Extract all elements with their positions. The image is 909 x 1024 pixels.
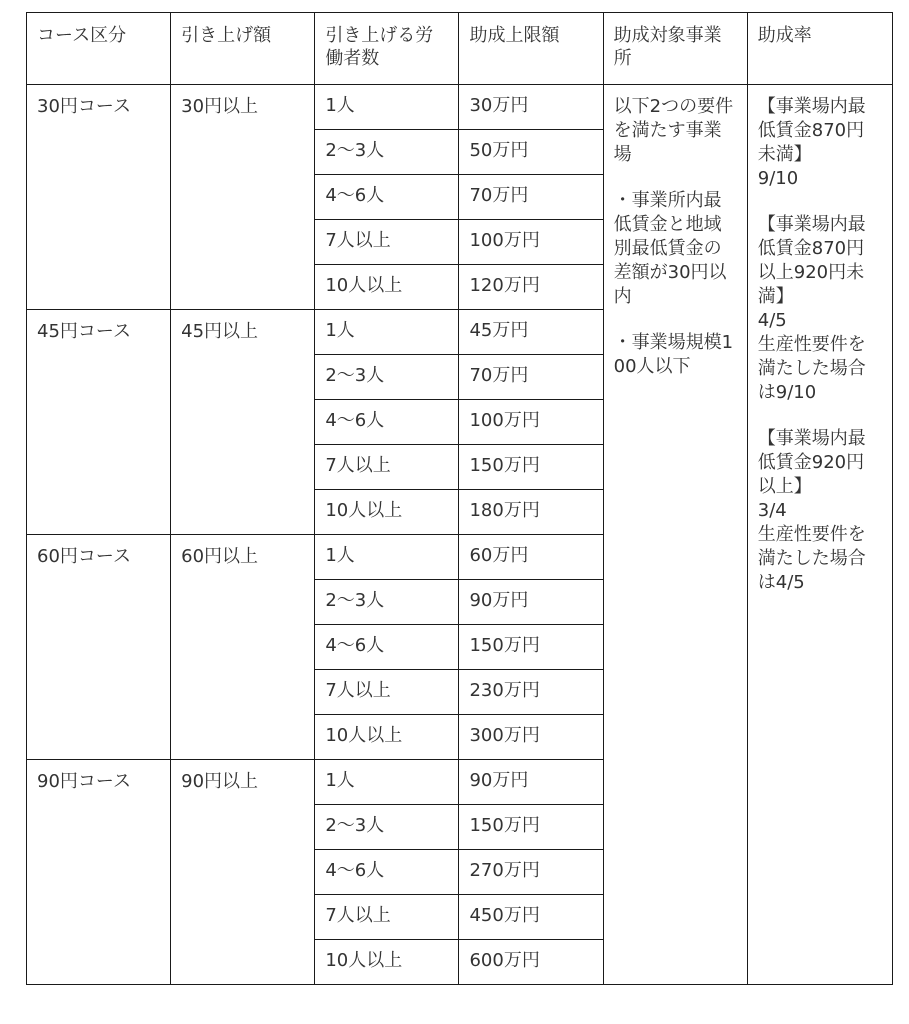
raise-amount: 45円以上	[171, 310, 315, 535]
course-name: 90円コース	[27, 760, 171, 985]
rate-bracket-2-value: 4/5	[757, 310, 787, 331]
header-target-business: 助成対象事業所	[603, 13, 747, 85]
limit-cell: 45万円	[459, 310, 603, 355]
course-name: 45円コース	[27, 310, 171, 535]
limit-cell: 180万円	[459, 490, 603, 535]
limit-cell: 120万円	[459, 265, 603, 310]
limit-cell: 600万円	[459, 940, 603, 985]
limit-cell: 70万円	[459, 355, 603, 400]
workers-cell: 2〜3人	[315, 805, 459, 850]
table-header	[27, 13, 893, 85]
limit-cell: 230万円	[459, 670, 603, 715]
workers-cell: 2〜3人	[315, 580, 459, 625]
workers-cell: 7人以上	[315, 895, 459, 940]
limit-cell: 450万円	[459, 895, 603, 940]
limit-cell: 100万円	[459, 220, 603, 265]
limit-cell: 300万円	[459, 715, 603, 760]
rate-bracket-2-note: 生産性要件を満たした場合は9/10	[757, 334, 866, 403]
raise-amount: 30円以上	[171, 85, 315, 310]
workers-cell: 1人	[315, 535, 459, 580]
limit-cell: 70万円	[459, 175, 603, 220]
header-workers: 引き上げる労働者数	[315, 13, 459, 85]
workers-cell: 1人	[315, 310, 459, 355]
workers-cell: 1人	[315, 85, 459, 130]
workers-cell: 10人以上	[315, 940, 459, 985]
limit-cell: 100万円	[459, 400, 603, 445]
header-row	[27, 13, 893, 85]
limit-cell: 270万円	[459, 850, 603, 895]
table-body	[27, 85, 893, 985]
workers-cell: 10人以上	[315, 490, 459, 535]
workers-cell: 10人以上	[315, 265, 459, 310]
limit-cell: 150万円	[459, 445, 603, 490]
course-name: 60円コース	[27, 535, 171, 760]
header-rate: 助成率	[747, 13, 892, 85]
header-course: コース区分	[27, 13, 171, 85]
workers-cell: 2〜3人	[315, 355, 459, 400]
workers-cell: 2〜3人	[315, 130, 459, 175]
rate-bracket-3-value: 3/4	[757, 500, 787, 521]
workers-cell: 7人以上	[315, 220, 459, 265]
workers-cell: 10人以上	[315, 715, 459, 760]
workers-cell: 7人以上	[315, 445, 459, 490]
header-raise-amount: 引き上げ額	[171, 13, 315, 85]
workers-cell: 4〜6人	[315, 400, 459, 445]
workers-cell: 4〜6人	[315, 175, 459, 220]
subsidy-table	[26, 12, 893, 985]
workers-cell: 4〜6人	[315, 625, 459, 670]
workers-cell: 4〜6人	[315, 850, 459, 895]
limit-cell: 150万円	[459, 805, 603, 850]
limit-cell: 90万円	[459, 580, 603, 625]
target-intro: 以下2つの要件を満たす事業場	[613, 96, 734, 165]
limit-cell: 150万円	[459, 625, 603, 670]
workers-cell: 1人	[315, 760, 459, 805]
target-requirement-1: ・事業所内最低賃金と地域別最低賃金の差額が30円以内	[613, 190, 727, 307]
raise-amount: 90円以上	[171, 760, 315, 985]
rate-bracket-3-note: 生産性要件を満たした場合は4/5	[757, 524, 866, 593]
target-requirement-2: ・事業場規模100人以下	[613, 332, 734, 377]
limit-cell: 90万円	[459, 760, 603, 805]
rate-bracket-2-label: 【事業場内最低賃金870円以上920円未満】	[757, 214, 866, 307]
limit-cell: 60万円	[459, 535, 603, 580]
rate-bracket-3-label: 【事業場内最低賃金920円以上】	[757, 428, 866, 497]
limit-cell: 50万円	[459, 130, 603, 175]
rate-bracket-1-value: 9/10	[757, 168, 799, 189]
limit-cell: 30万円	[459, 85, 603, 130]
workers-cell: 7人以上	[315, 670, 459, 715]
target-business-cell	[603, 85, 747, 985]
header-limit: 助成上限額	[459, 13, 603, 85]
raise-amount: 60円以上	[171, 535, 315, 760]
rate-cell	[747, 85, 892, 985]
table-row	[27, 85, 893, 130]
course-name: 30円コース	[27, 85, 171, 310]
rate-bracket-1-label: 【事業場内最低賃金870円未満】	[757, 96, 866, 165]
